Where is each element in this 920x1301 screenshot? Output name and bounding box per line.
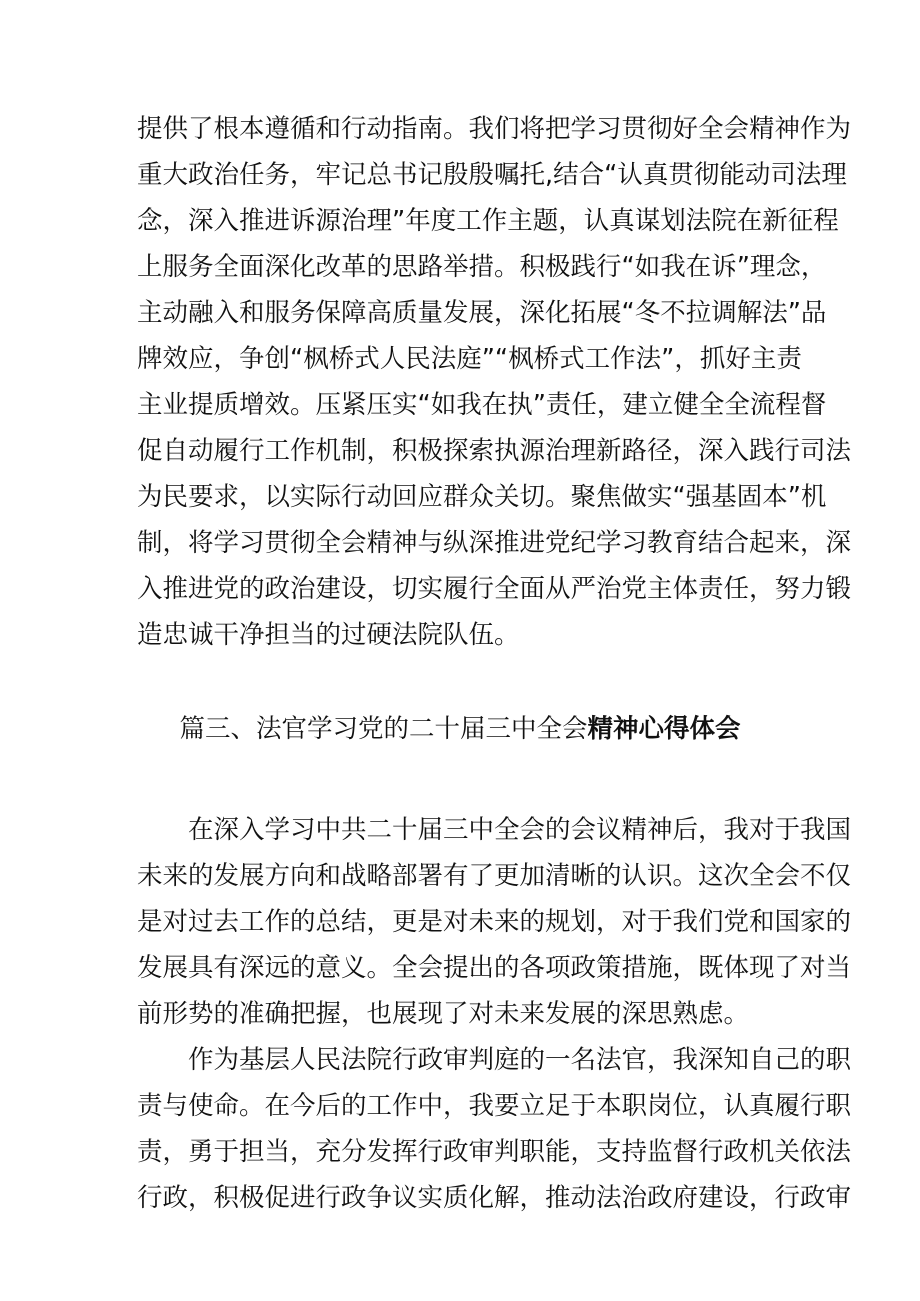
text-line: 是对过去工作的总结，更是对未来的规划，对于我们党和国家的 — [137, 907, 852, 937]
text-line: 为民要求，以实际行动回应群众关切。聚焦做实“强基固本”机 — [137, 482, 827, 512]
text-line: 发展具有深远的意义。全会提出的各项政策措施，既体现了对当 — [137, 953, 852, 983]
text-line: 入推进党的政治建设，切实履行全面从严治党主体责任，努力锻 — [137, 574, 852, 604]
text-line: 主动融入和服务保障高质量发展，深化拓展“冬不拉调解法”品 — [137, 298, 827, 328]
text-line: 牌效应，争创“枫桥式人民法庭”“枫桥式工作法”，抓好主责 — [137, 344, 802, 374]
text-line: 在深入学习中共二十届三中全会的会议精神后，我对于我国 — [137, 815, 852, 845]
text-line: 作为基层人民法院行政审判庭的一名法官，我深知自己的职 — [137, 1045, 852, 1075]
text-line: 造忠诚干净担当的过硬法院队伍。 — [137, 620, 520, 650]
text-line: 上服务全面深化改革的思路举措。积极践行“如我在诉”理念， — [137, 252, 827, 282]
text-line: 重大政治任务，牢记总书记殷殷嘱托,结合“认真贯彻能动司法理 — [137, 160, 847, 190]
text-line: 前形势的准确把握，也展现了对未来发展的深思熟虑。 — [137, 999, 750, 1029]
text-line: 制，将学习贯彻全会精神与纵深推进党纪学习教育结合起来，深 — [137, 528, 852, 558]
text-line: 主业提质增效。压紧压实“如我在执”责任，建立健全全流程督 — [137, 390, 827, 420]
text-line: 提供了根本遵循和行动指南。我们将把学习贯彻好全会精神作为 — [137, 114, 852, 144]
heading-normal-text: 篇三、法官学习党的二十届三中全会 — [179, 714, 588, 744]
text-line: 责，勇于担当，充分发挥行政审判职能，支持监督行政机关依法 — [137, 1137, 852, 1167]
text-line: 未来的发展方向和战略部署有了更加清晰的认识。这次全会不仅 — [137, 861, 852, 891]
text-line: 念，深入推进诉源治理”年度工作主题，认真谋划法院在新征程 — [137, 206, 839, 236]
text-line: 责与使命。在今后的工作中，我要立足于本职岗位，认真履行职 — [137, 1091, 852, 1121]
section-heading — [0, 707, 920, 751]
text-line: 行政，积极促进行政争议实质化解，推动法治政府建设，行政审 — [137, 1183, 852, 1213]
heading-bold-text: 精神心得体会 — [587, 714, 741, 744]
text-line: 促自动履行工作机制，积极探索执源治理新路径，深入践行司法 — [137, 436, 852, 466]
